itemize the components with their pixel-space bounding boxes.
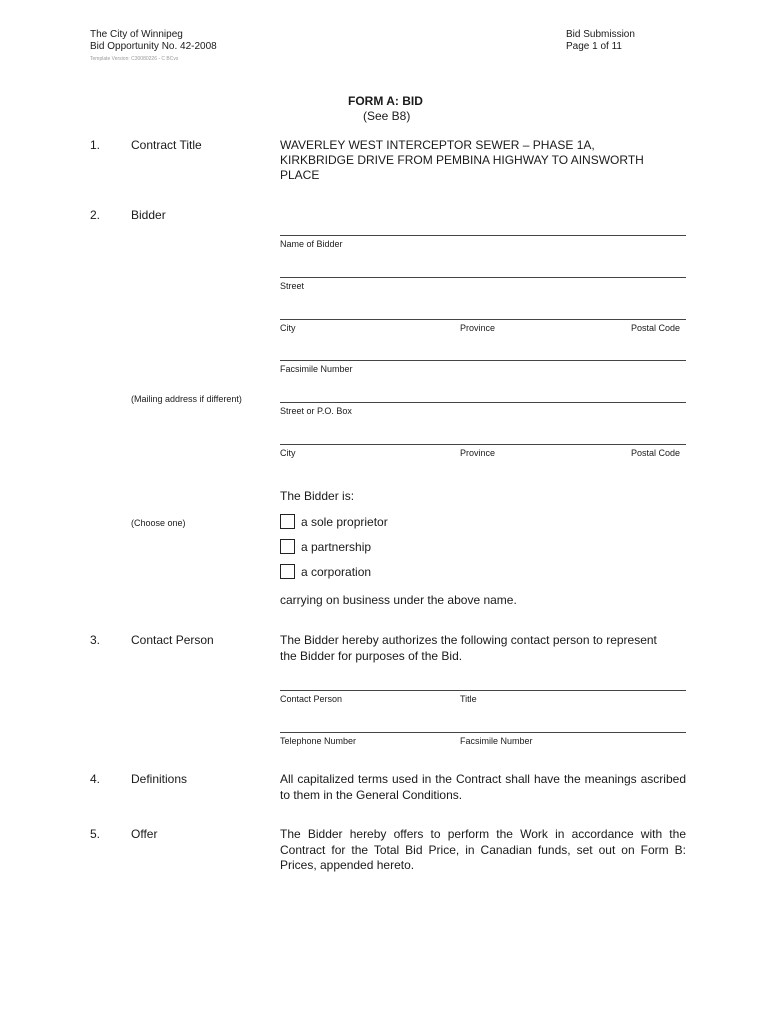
contact-person-text-line-1: The Bidder hereby authorizes the following contact person to represent: [280, 633, 657, 647]
partnership-checkbox[interactable]: [280, 539, 295, 554]
section-1-number: 1.: [90, 138, 101, 152]
section-2-label: Bidder: [131, 208, 166, 222]
contract-title-line-1: WAVERLEY WEST INTERCEPTOR SEWER – PHASE 1A,: [280, 138, 595, 152]
carrying-on-business-text: carrying on business under the above name.: [280, 593, 517, 607]
telephone-facsimile-field[interactable]: [280, 732, 686, 733]
contact-person-label: Contact Person: [280, 694, 343, 704]
street-po-box-label: Street or P.O. Box: [280, 406, 352, 416]
mailing-address-note: (Mailing address if different): [131, 394, 242, 404]
street-po-box-field[interactable]: [280, 402, 686, 403]
telephone-number-label: Telephone Number: [280, 736, 357, 746]
section-5-label: Offer: [131, 827, 158, 841]
bidder-is-heading: The Bidder is:: [280, 489, 355, 503]
name-of-bidder-field[interactable]: [280, 235, 686, 236]
definitions-text: All capitalized terms used in the Contract shall have the meanings ascribed to them in the General Conditions.: [280, 772, 686, 802]
facsimile-field[interactable]: [280, 360, 686, 361]
offer-text: The Bidder hereby offers to perform the Work in accordance with the Contract for the Total Bid Price, in Canadian funds, set out on Form B: Prices, appended hereto.: [280, 827, 686, 872]
section-1-label: Contract Title: [131, 138, 202, 152]
section-3-number: 3.: [90, 633, 101, 647]
header-bid-opportunity: Bid Opportunity No. 42-2008: [90, 41, 217, 52]
contract-title-line-3: PLACE: [280, 168, 320, 182]
header-city: The City of Winnipeg: [90, 29, 183, 40]
header-bid-submission: Bid Submission: [566, 29, 635, 40]
mailing-province-label: Province: [460, 448, 496, 458]
province-label: Province: [460, 323, 496, 333]
partnership-label: a partnership: [301, 540, 372, 554]
contact-title-label: Title: [460, 694, 477, 704]
street-label: Street: [280, 281, 305, 291]
form-title: FORM A: BID: [348, 94, 423, 108]
contact-person-title-field[interactable]: [280, 690, 686, 691]
contact-person-text-line-2: the Bidder for purposes of the Bid.: [280, 649, 463, 663]
section-5-number: 5.: [90, 827, 101, 841]
corporation-label: a corporation: [301, 565, 372, 579]
street-field[interactable]: [280, 277, 686, 278]
header-template-version: Template Version: C30080226 - C BCvs: [90, 56, 179, 62]
section-4-number: 4.: [90, 772, 101, 786]
sole-proprietor-label: a sole proprietor: [301, 515, 388, 529]
section-4-label: Definitions: [131, 772, 188, 786]
section-2-number: 2.: [90, 208, 101, 222]
facsimile-label: Facsimile Number: [280, 364, 353, 374]
contact-facsimile-label: Facsimile Number: [460, 736, 533, 746]
sole-proprietor-checkbox[interactable]: [280, 514, 295, 529]
mailing-city-province-postal-field[interactable]: [280, 444, 686, 445]
postal-code-label: Postal Code: [631, 323, 681, 333]
city-province-postal-field[interactable]: [280, 319, 686, 320]
mailing-city-label: City: [280, 448, 296, 458]
header-page-number: Page 1 of 11: [566, 41, 622, 52]
corporation-checkbox[interactable]: [280, 564, 295, 579]
choose-one-note: (Choose one): [131, 518, 186, 528]
city-label: City: [280, 323, 296, 333]
mailing-postal-code-label: Postal Code: [631, 448, 681, 458]
name-of-bidder-label: Name of Bidder: [280, 239, 343, 249]
contract-title-line-2: KIRKBRIDGE DRIVE FROM PEMBINA HIGHWAY TO AINSWORTH: [280, 153, 644, 167]
section-3-label: Contact Person: [131, 633, 214, 647]
form-subtitle: (See B8): [363, 109, 411, 123]
